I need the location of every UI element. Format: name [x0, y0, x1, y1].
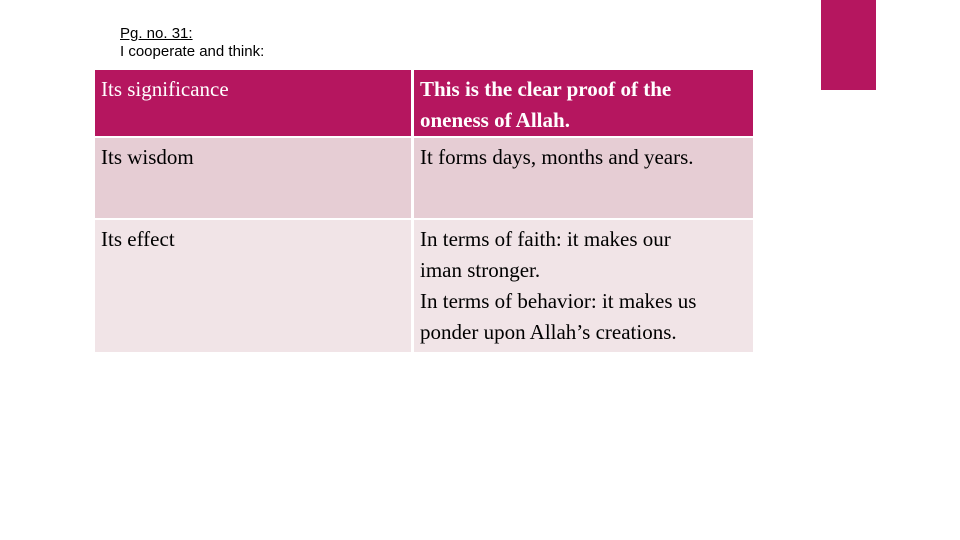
table-row-significance [95, 70, 753, 138]
value-line: It forms days, months and years. [420, 145, 694, 169]
page-heading [120, 25, 264, 61]
row-label: Its significance [95, 70, 411, 138]
value-line: ponder upon Allah’s creations. [420, 320, 677, 344]
row-value [411, 220, 753, 352]
content-table [95, 70, 753, 352]
row-label: Its wisdom [95, 138, 411, 220]
value-line: This is the clear proof of the [420, 77, 672, 101]
value-line: In terms of behavior: it makes us [420, 289, 697, 313]
value-line: In terms of faith: it makes our [420, 227, 671, 251]
row-label: Its effect [95, 220, 411, 352]
value-line: oneness of Allah. [420, 108, 570, 132]
value-line: iman stronger. [420, 258, 541, 282]
accent-bar [821, 0, 876, 90]
row-value [411, 138, 753, 220]
page-reference: Pg. no. 31: [120, 25, 193, 42]
table-row-effect [95, 220, 753, 352]
activity-title: I cooperate and think: [120, 43, 265, 60]
row-value [411, 70, 753, 138]
table-row-wisdom [95, 138, 753, 220]
